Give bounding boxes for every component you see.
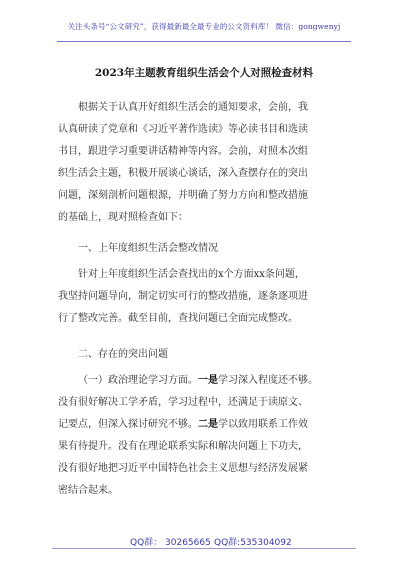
section2-line: 没有很好地把习近平中国特色社会主义思想与经济发展紧 [58,463,308,474]
intro-line: 认真研读了党章和《习近平著作选读》等必读书目和选读 [58,124,308,135]
section2-line: 果有待提升。没有在理论联系实际和解决问题上下功夫， [58,441,308,452]
section2-paragraph [58,370,350,502]
footer [0,535,408,547]
section2-line [58,370,350,392]
intro-line: 的基础上，现对照检查如下： [58,212,188,223]
point-text: 记要点，但深入探讨研究不够。 [58,419,198,430]
point-text: 学以致用联系工作效 [218,419,308,430]
intro-line: 织生活会主题，积极开展谈心谈话，深入查摆存在的突出 [58,168,308,179]
intro-line: 书目，跟进学习重要讲话精神等内容。会前，对照本次组 [58,146,308,157]
footer-qq-group-1: QQ群： 30265665 [130,538,211,548]
point-text: 学习深入程度还不够。 [218,375,318,386]
document-title: 2023年主题教育组织生活会个人对照检查材料 [94,67,314,79]
footer-qq-group-2: QQ群:535304092 [214,538,292,548]
point-marker-2: 二是 [198,419,218,430]
section2-line [58,414,350,436]
intro-line: 根据关于认真开好组织生活会的通知要求，会前，我 [78,102,308,113]
intro-line: 问题，深刻剖析问题根源，并明确了努力方向和整改措施 [58,190,308,201]
section1-paragraph [58,264,350,330]
subsection-label: （一）政治理论学习方面。 [78,375,198,386]
header-divider [57,41,351,42]
section-heading-1: 一、上年度组织生活会整改情况 [78,243,218,254]
intro-paragraph [58,97,350,229]
header-banner: 关注头条号“公文研究”，获得最新最全最专业的公文资料库！ 微信：gongwenyj [67,22,341,31]
point-marker-1: 一是 [198,375,218,386]
section1-line: 我坚持问题导向，制定切实可行的整改措施，逐条逐项进 [58,291,308,302]
section1-line: 针对上年度组织生活会查找出的x个方面xx条问题， [78,269,305,280]
section1-line: 行了整改完善。截至目前，查找问题已全面完成整改。 [58,313,298,324]
footer-divider [52,548,356,549]
section-heading-2: 二、存在的突出问题 [78,349,168,360]
section2-line: 没有很好解决工学矛盾，学习过程中，还满足于读原文、 [58,397,308,408]
section2-line: 密结合起来。 [58,485,118,496]
